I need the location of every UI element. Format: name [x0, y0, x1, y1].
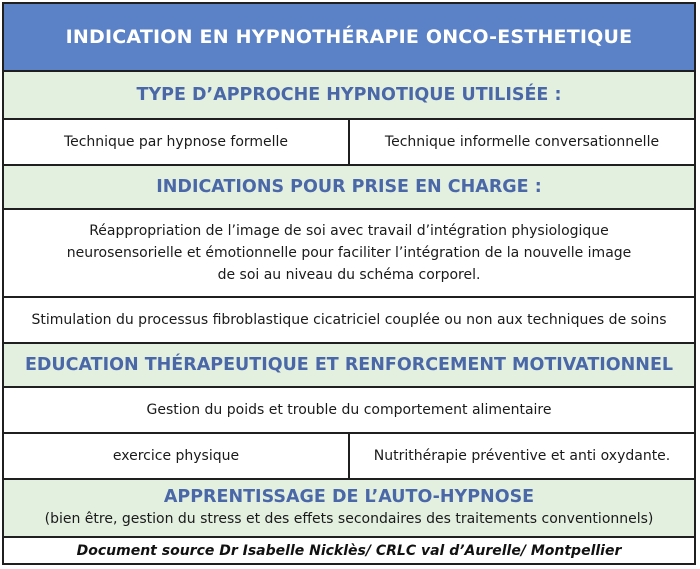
approach-conversational: Technique informelle conversationnelle	[384, 134, 660, 150]
indications-line-3: de soi au niveau du schéma corporel.	[217, 267, 481, 283]
education-weight: Gestion du poids et trouble du comportement alimentaire	[4, 388, 694, 434]
table-title: INDICATION EN HYPNOTHÉRAPIE ONCO-ESTHETIQUE	[4, 4, 694, 72]
approach-row	[4, 120, 694, 166]
indications-line-1: Réappropriation de l’image de soi avec travail d’intégration physiologique	[89, 223, 609, 239]
indications-line-2: neurosensorielle et émotionnelle pour faciliter l’intégration de la nouvelle image	[66, 245, 632, 261]
education-exercise: exercice physique	[4, 434, 350, 478]
autohypnosis-heading: APPRENTISSAGE DE L’AUTO-HYPNOSE	[163, 487, 535, 507]
indications-image-de-soi	[4, 210, 694, 298]
education-nutrition: Nutrithérapie préventive et anti oxydante.	[373, 448, 671, 464]
approach-heading: TYPE D’APPROCHE HYPNOTIQUE UTILISÉE :	[4, 72, 694, 120]
indication-table	[2, 2, 696, 565]
autohypnosis-section	[4, 480, 694, 538]
source-footer: Document source Dr Isabelle Nicklès/ CRLC val d’Aurelle/ Montpellier	[76, 542, 622, 559]
education-row	[4, 434, 694, 480]
education-heading: EDUCATION THÉRAPEUTIQUE ET RENFORCEMENT MOTIVATIONNEL	[4, 344, 694, 388]
autohypnosis-subtitle: (bien être, gestion du stress et des effets secondaires des traitements conventionnels)	[44, 511, 654, 527]
approach-formal: Technique par hypnose formelle	[4, 120, 350, 164]
indications-heading: INDICATIONS POUR PRISE EN CHARGE :	[4, 166, 694, 210]
indications-stimulation: Stimulation du processus fibroblastique cicatriciel couplée ou non aux techniques de soins	[4, 298, 694, 344]
